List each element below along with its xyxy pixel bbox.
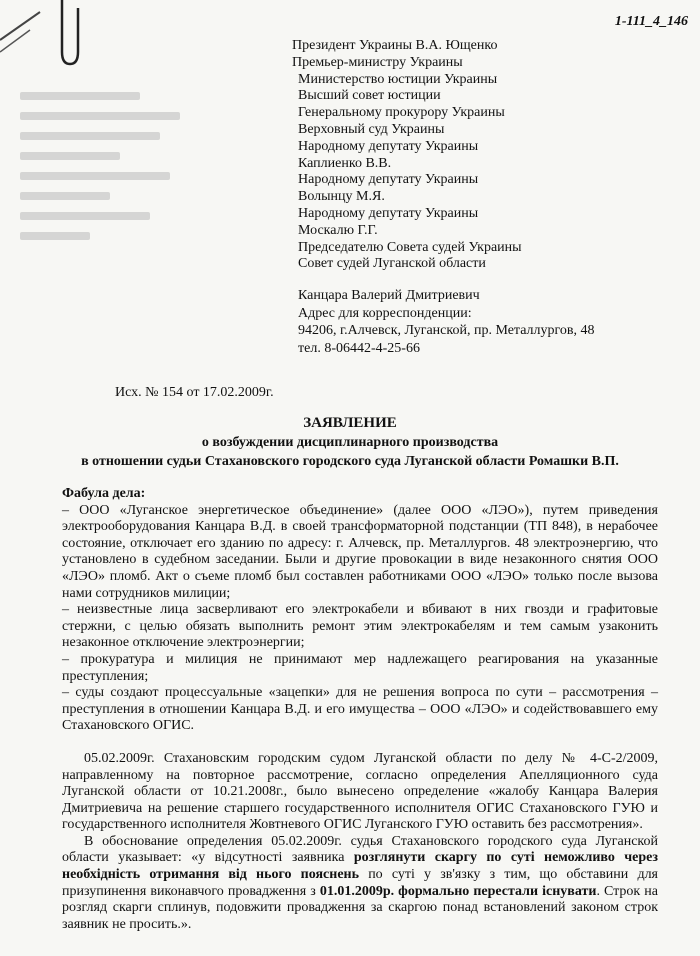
sender-address-label: Адрес для корреспонденции:	[298, 305, 472, 321]
quote-bold: розглянути скаргу по суті неможливо через необхідність отримання від нього пояснень	[62, 850, 658, 883]
fabula-item: – неизвестные лица засверливают его электрокабели и вбивают в них гвозди и графитовые стержни, с целью обязать выполнить ремонт этим электрокабелям и тем самым узаконить незаконное отключение электроэнергии;	[62, 602, 658, 651]
bleed-through-text	[0, 80, 240, 340]
addressee-line: Народному депутату Украины	[298, 205, 479, 221]
title-line-3: в отношении судьи Стахановского городского суда Луганской области Ромашки В.П.	[81, 454, 619, 469]
addressee-line: Каплиенко В.В.	[298, 155, 392, 171]
fabula-item: – суды создают процессуальные «зацепки» для не решения вопроса по сути – рассмотрения – преступления в отношении Канцара В.Д. и его имущества – ООО «ЛЭО» и содействовавшего ему Стахановского ОГИС.	[62, 685, 658, 734]
body-paragraph	[62, 834, 658, 934]
addressee-line: Совет судей Луганской области	[298, 256, 486, 272]
title-heading: ЗАЯВЛЕНИЕ	[303, 415, 397, 431]
fabula-item: – прокуратура и милиция не принимают мер надлежащего реагирования на указанные преступления;	[62, 651, 658, 684]
addressee-line: Волынцу М.Я.	[298, 189, 385, 205]
quote-bold: 01.01.2009р. формально перестали існувати	[319, 883, 597, 899]
addressee-line: Премьер-министру Украины	[292, 54, 463, 70]
quote-text: В обоснование определения 05.02.2009г. судья Стахановского городского суда Луганской области указывает: «у відсутності заявника	[62, 833, 658, 866]
sender-address: 94206, г.Алчевск, Луганской, пр. Металлургов, 48	[298, 323, 595, 338]
addressee-line: Народному депутату Украины	[298, 138, 479, 154]
sender-phone: тел. 8-06442-4-25-66	[298, 340, 420, 356]
addressee-line: Генеральному прокурору Украины	[298, 105, 505, 121]
document-id: 1-111_4_146	[614, 14, 688, 29]
addressee-line: Министерство юстиции Украины	[298, 71, 498, 87]
addressee-line: Высший совет юстиции	[298, 88, 441, 104]
addressee-line: Президент Украины В.А. Ющенко	[292, 38, 498, 53]
sender-block	[298, 287, 678, 357]
document-title	[20, 414, 680, 471]
quote-text: по суті у зв'язку з тим, що обставини для призупинення виконавчого провадження з	[62, 867, 658, 899]
addressee-line: Председателю Совета судей Украины	[298, 239, 522, 255]
body-paragraph: 05.02.2009г. Стахановским городским судом Луганской области по делу № 4-С-2/2009, направленному на повторное рассмотрение, согласно определения Апелляционного суда Луганской области от 10.21.2008г., было вынесено определение «жалобу Канцара Валерия Дмитриевича на решение старшего государственного исполнителя ОГИС Стахановского ГУЮ и государственного исполнителя Жовтневого ОГИС Луганского ГУЮ оставить без рассмотрения».	[62, 750, 658, 833]
paperclip-icon	[0, 0, 110, 70]
addressee-line: Верховный суд Украины	[298, 121, 445, 137]
document-body	[62, 486, 658, 933]
fabula-item: – ООО «Луганское энергетическое объединение» (далее ООО «ЛЭО»), путем приведения электрооборудования Канцара В.Д. в своей трансформаторной подстанции (ТП 848), в нерабочее состояние, отключает его зданию по адресу: г. Алчевск, пр. Металлургов. 48 электроэнергию, что установлено в судебном заседании. Были и другие провокации в виде незаконного снятия ООО «ЛЭО» пломб. Акт о съеме пломб был составлен работниками ООО «ЛЭО» только после вызова нами сотрудников милиции;	[62, 502, 658, 601]
fabula-label: Фабула дела:	[62, 486, 146, 501]
addressee-line: Москалю Г.Г.	[298, 222, 378, 238]
addressee-list	[292, 38, 672, 273]
quote-text: . Строк на розгляд скарги сплинув, подовжити провадження за скаргою понад встановлений законом строк заявник не просить.».	[62, 883, 658, 932]
addressee-line: Народному депутату Украины	[298, 172, 479, 188]
title-line-2: о возбуждении дисциплинарного производства	[201, 435, 499, 450]
outgoing-reference: Исх. № 154 от 17.02.2009г.	[115, 385, 274, 400]
sender-name: Канцара Валерий Дмитриевич	[298, 288, 480, 303]
